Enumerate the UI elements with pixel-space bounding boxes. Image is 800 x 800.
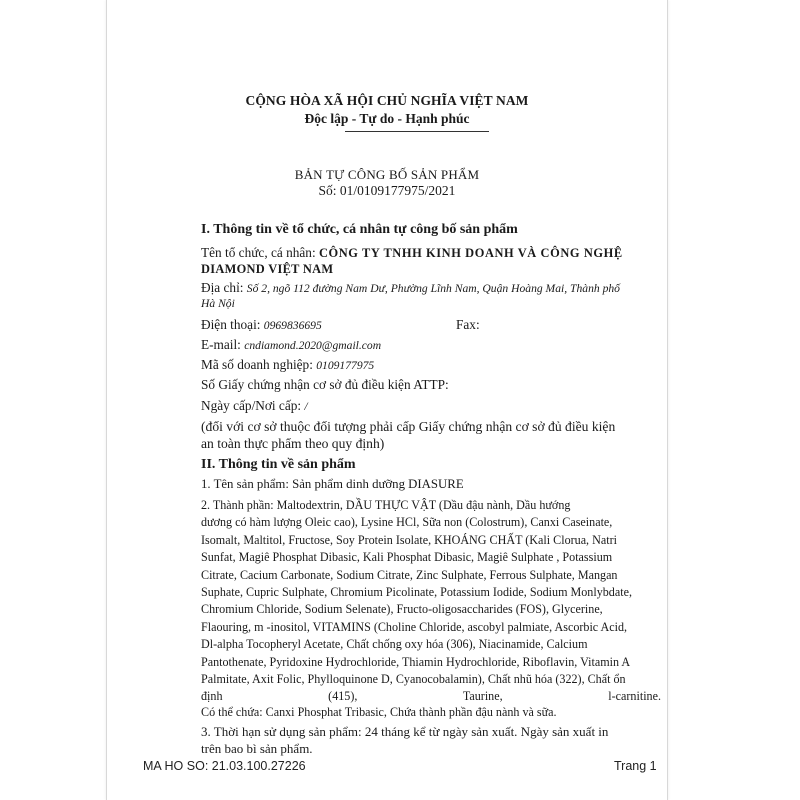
section-2-heading: II. Thông tin về sản phẩm — [201, 457, 356, 472]
phone-row — [201, 317, 322, 333]
email-label: E-mail: — [201, 337, 245, 352]
address-line1: Số 2, ngõ 112 đường Nam Dư, Phường Lĩnh Nam, Quận Hoàng Mai, Thành phố — [246, 282, 620, 295]
email-value: cndiamond.2020@gmail.com — [244, 339, 382, 352]
ingredients-line: Chromium Chloride, Sodium Selenate), Fructo-oligosaccharides (FOS), Glycerine, — [201, 602, 603, 617]
document-page — [106, 0, 668, 800]
address-label: Địa chỉ: — [201, 280, 247, 295]
document-title: BẢN TỰ CÔNG BỐ SẢN PHẨM — [294, 167, 480, 182]
ingredients-line: Flaouring, m -inositol, VITAMINS (Choline Chloride, ascobyl palmiate, Ascorbic Acid, — [201, 619, 628, 634]
may-contain: Có thể chứa: Canxi Phosphat Tribasic, Chứa thành phần đậu nành và sữa. — [201, 705, 557, 719]
nation-title: CỘNG HÒA XÃ HỘI CHỦ NGHĨA VIỆT NAM — [245, 93, 529, 108]
issue-label: Ngày cấp/Nơi cấp: — [201, 398, 305, 413]
issue-value: / — [304, 400, 308, 413]
ingredients-line: Pantothenate, Pyridoxine Hydrochloride, Thiamin Hydrochloride, Riboflavin, Vitamin A — [201, 654, 631, 669]
tax-label: Mã số doanh nghiệp: — [201, 357, 317, 372]
email-row — [201, 337, 381, 353]
org-name-line1: CÔNG TY TNHH KINH DOANH VÀ CÔNG NGHỆ — [318, 246, 623, 260]
ingredients-line: Suphate, Cupric Sulphate, Chromium Picolinate, Potassium Iodide, Sodium Monlybdate, — [201, 585, 632, 600]
document-number: Số: 01/0109177975/2021 — [318, 183, 456, 198]
ingredients-paragraph — [201, 497, 661, 706]
nation-motto: Độc lập - Tự do - Hạnh phúc — [304, 111, 470, 126]
motto-underline — [345, 131, 489, 132]
ingredients-line: 2. Thành phần: Maltodextrin, DẦU THỰC VẬT (Dầu đậu nành, Dầu hướng — [201, 498, 571, 512]
phone-label: Điện thoại: — [201, 317, 264, 332]
ingredients-line: Palmitate, Axit Folic, Phylloquinone D, Cyanocobalamin), Chất nhũ hóa (322), Chất ổn — [201, 672, 626, 687]
phone-value: 0969836695 — [263, 319, 322, 332]
ingredients-line: Citrate, Cacium Carbonate, Sodium Citrate, Zinc Sulphate, Ferrous Sulphate, Mangan — [201, 567, 618, 582]
note-line1: (đối với cơ sở thuộc đối tượng phải cấp Giấy chứng nhận cơ sở đủ điều kiện — [201, 419, 616, 434]
ingredients-line: dương có hàm lượng Oleic cao), Lysine HCl, Sữa non (Colostrum), Canxi Caseinate, — [201, 515, 613, 530]
note-line2: an toàn thực phẩm theo quy định) — [201, 436, 385, 451]
tax-row — [201, 357, 374, 373]
org-name-row — [201, 245, 623, 261]
record-code: MA HO SO: 21.03.100.27226 — [143, 759, 306, 773]
address-line2: Hà Nội — [201, 297, 235, 310]
section-1-heading: I. Thông tin về tổ chức, cá nhân tự công bố sản phẩm — [201, 222, 518, 237]
shelf-life-line2: trên bao bì sản phẩm. — [201, 741, 313, 756]
product-name: 1. Tên sản phẩm: Sản phẩm dinh dưỡng DIASURE — [201, 477, 464, 491]
address-row — [201, 280, 620, 296]
org-name-line2: DIAMOND VIỆT NAM — [201, 262, 334, 276]
ingredients-line: định (415), Taurine, l-carnitine. — [201, 689, 661, 704]
food-safety-cert-label: Số Giấy chứng nhận cơ sở đủ điều kiện ATTP: — [201, 377, 449, 392]
ingredients-line: Dl-alpha Tocopheryl Acetate, Chất chống oxy hóa (306), Niacinamide, Calcium — [201, 637, 588, 652]
fax-label: Fax: — [456, 317, 480, 332]
issue-row — [201, 398, 308, 414]
org-label: Tên tổ chức, cá nhân: — [201, 245, 319, 260]
ingredients-line: Sunfat, Magiê Phosphat Dibasic, Kali Phosphat Dibasic, Magiê Sulphate , Potassium — [201, 550, 613, 565]
ingredients-line: Isomalt, Maltitol, Fructose, Soy Protein Isolate, KHOÁNG CHẤT (Kali Clorua, Natri — [201, 532, 617, 547]
tax-value: 0109177975 — [316, 359, 375, 372]
page-number: Trang 1 — [614, 759, 657, 773]
shelf-life-line1: 3. Thời hạn sử dụng sản phẩm: 24 tháng kể từ ngày sản xuất. Ngày sản xuất in — [201, 724, 609, 739]
